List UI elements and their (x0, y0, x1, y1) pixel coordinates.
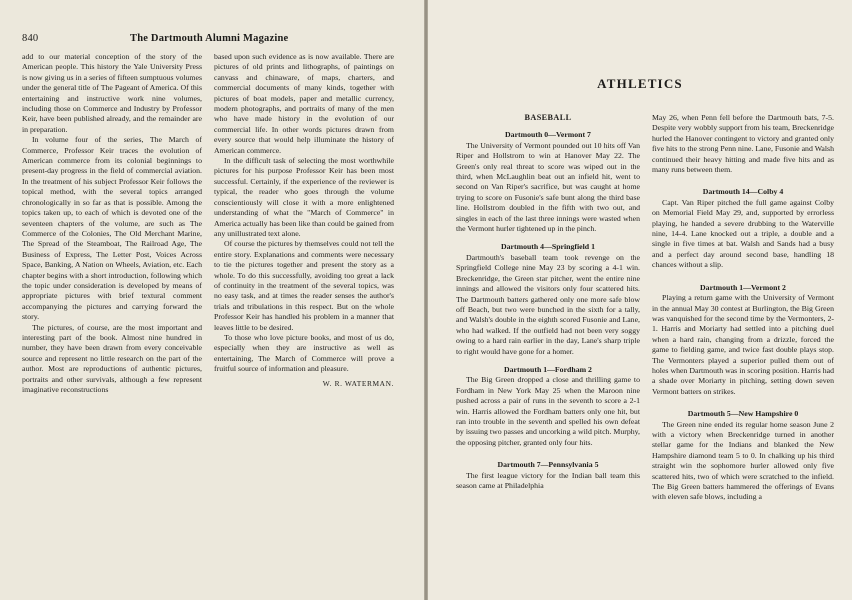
game-heading: Dartmouth 1—Fordham 2 (504, 364, 592, 374)
game-heading: Dartmouth 5—New Hampshire 0 (687, 409, 799, 419)
left-page (0, 0, 424, 600)
right-column-2 (652, 113, 834, 503)
paragraph: To those who love picture books, and most of us do, especially when they are instructive as well as entertaining, The March of Commerce will prove a fruitful source of information and pleasure. (214, 332, 394, 374)
page-number: 840 (22, 33, 39, 44)
paragraph: In the difficult task of selecting the most worthwhile pictures for his purpose Professor Keir has been most successful. Certainly, if the experience of the reviewer is typical, the reader who goes through the volume conscientiously will close it with a more enlightened understanding of what the "March of Commerce" in America actually has been like than could be gained from any unillustrated text alone. (214, 156, 394, 238)
game-heading: Dartmouth 4—Springfield 1 (500, 242, 595, 252)
section-title: ATHLETICS (597, 76, 683, 91)
sport-heading: BASEBALL (524, 113, 572, 122)
left-column-1 (22, 52, 202, 395)
game-heading: Dartmouth 0—Vermont 7 (505, 130, 591, 140)
game-report: Capt. Van Riper pitched the full game against Colby on Memorial Field May 29, and, supported by errorless playing, he handed a severe drubbing to the Waterville nine, 14-4. Lane knocked out a triple, a double and a single in five times at bat. Walsh and Sands had a busy and a perfect day around second base, handling 18 chances without a slip. (652, 197, 834, 270)
paragraph: In volume four of the series, The March of Commerce, Professor Keir traces the evolution of American commerce from its colonial beginnings to present-day progress in the field of commercial aviation. In the treatment of his subject Professor Keir follows the topical method, with the several topics arranged chronologically in so far as that is possible. Among the topics taken up, to each of which is devoted one of the seventeen chapters of the volume, are such as The Commerce of the Colonies, The Old Merchant Marine, The Spread of the Steamboat, The Railroad Age, The Business of Express, The Letter Post, Voices Across Space, Banking, A Nation on Wheels, Aviation, etc. Each chapter begins with a short introduction, following which the topic under consideration is developed by means of appropriate pictures with brief textural comment accompanying the pictures and carrying forward the story. (22, 135, 202, 322)
paragraph: based upon such evidence as is now available. There are pictures of old prints and lithographs, of paintings on canvass and chinaware, of maps, charters, and commercial documents of many kinds, together with pictures of boat models, paper and metallic currency, modern photographs, and portraits of many of the men who have made history in the evolution of our commercial life. In other words pictures drawn from every source that would help illuminate the history of American commerce. (214, 52, 394, 155)
paragraph: add to our material conception of the story of the American people. This history the Yale University Press is now giving us in a series of fifteen sumptuous volumes under the general title of The Pageant of America. Of this entertaining and instructive work nine volumes, including those on Commerce and Industry by Professor Keir, have been published already, and the remainder are in preparation. (22, 52, 202, 134)
game-report: The University of Vermont pounded out 10 hits off Van Riper and Hollstrom to win at Hanover May 22. The Green's only real threat to score was wiped out in the third, when McLaughlin beat out an infield hit, went to second on Van Riper's sacrifice, but was caught at home trying to score on Fusonie's safe bunt along the third base line. Hollstrom doubled in the fifth with two out, and singles in each of the last three innings were wasted when the Vermont hurler tightened up in the pinch. (456, 140, 640, 234)
right-page (428, 0, 852, 600)
game-report: The Green nine ended its regular home season June 2 with a victory when Breckenridge turned in another stellar game for the Indians and blanked the New Hampshire diamond team 5 to 0. In chalking up his third straight win the sophomore hurler allowed only five scattered hits, two of which were scratched to the infield. The Big Green batters hammered the offerings of Evans with eleven safe blows, including a (652, 419, 834, 502)
game-heading: Dartmouth 14—Colby 4 (702, 187, 784, 197)
game-report: The first league victory for the Indian ball team this season came at Philadelphia (456, 470, 640, 490)
left-column-2 (214, 52, 394, 389)
game-report: Playing a return game with the University of Vermont in the annual May 30 contest at Burlington, the Big Green was vanquished for the second time by the Vermonters, 2-1. Harris and Moriarty had settled into a pitching duel when a hard rain, changing from a drizzle, forced the game to fielding game, and twice fast double plays stop. The Vermonters played a superior pulled them out of holes when Dartmouth was in scoring position. Harris had a shade over Moriarty in pitching, setting down seven Vermont batters on strikes. (652, 293, 834, 396)
right-column-1 (456, 113, 640, 491)
review-signature: W. R. WATERMAN. (322, 378, 394, 388)
game-report: Dartmouth's baseball team took revenge on the Springfield College nine May 23 by scoring a 4-1 win. Breckenridge, the Green star pitcher, went the entire nine innings and allowed the visitors only four scattered hits. The Dartmouth batters gathered only one more safe blow off Beach, but two were bunched in the sixth for a tally, and Walsh's double in the eighth scored Fusonie and Lane, who had walked. If the outfield had not been very soggy owing to a hard rain earlier in the day, Lane's sharp triple to right would have gone for a homer. (456, 252, 640, 356)
paragraph: The pictures, of course, are the most important and interesting part of the book. Almost nine hundred in number, they have been drawn from every conceivable source and represent no little research on the part of the author. Most are reproductions of authentic pictures, portraits and other survivals, although a few represent imaginative reconstructions (22, 322, 202, 394)
game-heading: Dartmouth 7—Pennsylvania 5 (497, 460, 599, 470)
game-report: The Big Green dropped a close and thrilling game to Fordham in New York May 25 when the Maroon nine pushed across a pair of runs in the seventh to score a 2-1 win. Harris allowed the Fordham batters only one hit, but ran into trouble in the seventh and spelled his own defeat by issuing two passes and uncorking a wild pitch. Murphy, the opposing pitcher, granted only four hits. (456, 375, 640, 447)
game-report: May 26, when Penn fell before the Dartmouth bats, 7-5. Despite very wobbly support from his team, Breckenridge hurled the Hanover contingent to victory and granted only five hits to the strong Penn nine. Lane, Fusonie and Walsh continued their heavy hitting and made five hits and as many runs between them. (652, 113, 834, 175)
magazine-title: The Dartmouth Alumni Magazine (130, 33, 289, 44)
paragraph: Of course the pictures by themselves could not tell the entire story. Explanations and comments were necessary to tie the pictures together and present the story as a whole. To do this successfully, avoiding too great a lack of continuity in the treatment of the several topics, was no easy task, and at times the reader senses the author's trials and tribulations in this respect. But on the whole Professor Keir has handled his problem in a manner that leaves little to be desired. (214, 239, 394, 332)
game-heading: Dartmouth 1—Vermont 2 (700, 282, 786, 292)
